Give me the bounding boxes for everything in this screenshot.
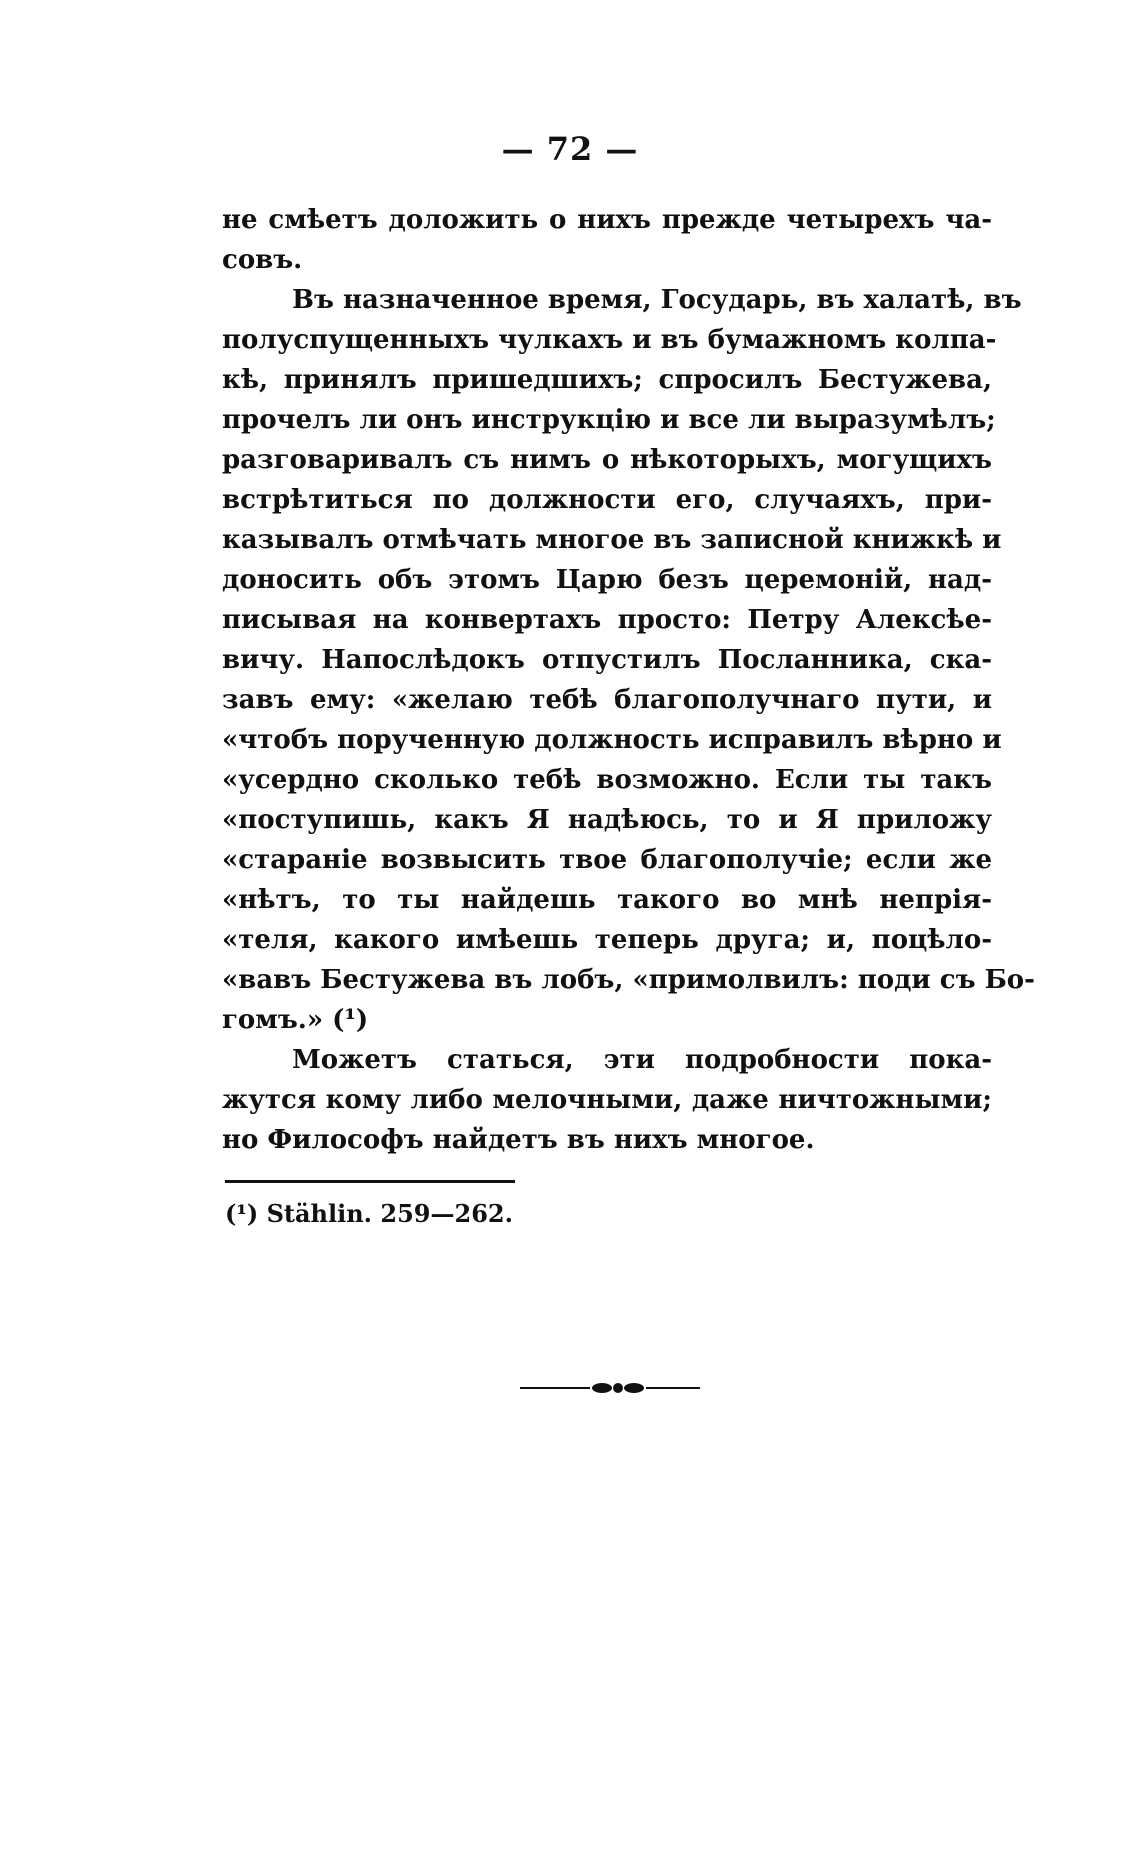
- text-line: «теля, какого имѣешь теперь друга; и, поцѣло-: [222, 925, 992, 955]
- text-line: встрѣтиться по должности его, случаяхъ, при-: [222, 485, 992, 515]
- text-line: «нѣтъ, то ты найдешь такого во мнѣ непрія-: [222, 885, 992, 915]
- text-line: совъ.: [222, 245, 303, 275]
- footnote-divider: [225, 1180, 515, 1183]
- text-line: гомъ.» (¹): [222, 1005, 369, 1035]
- text-line: Въ назначенное время, Государь, въ халатѣ, въ: [292, 285, 1022, 315]
- text-line: «вавъ Бестужева въ лобъ, «примолвилъ: поди съ Бо-: [222, 965, 1035, 995]
- text-line: «чтобъ порученную должность исправилъ вѣрно и: [222, 725, 1002, 755]
- text-line: «поступишь, какъ Я надѣюсь, то и Я приложу: [222, 805, 992, 835]
- text-line: не смѣетъ доложить о нихъ прежде четырехъ ча-: [222, 205, 992, 235]
- text-line: «усердно сколько тебѣ возможно. Если ты такъ: [222, 765, 992, 795]
- footnote: (¹) Stählin. 259—262.: [225, 1199, 513, 1228]
- text-line: прочелъ ли онъ инструкцію и все ли выразумѣлъ;: [222, 405, 996, 435]
- text-line: но Философъ найдетъ въ нихъ многое.: [222, 1125, 815, 1155]
- text-line: жутся кому либо мелочными, даже ничтожными;: [222, 1085, 992, 1115]
- text-line: кѣ, принялъ пришедшихъ; спросилъ Бестужева,: [222, 365, 992, 395]
- text-line: писывая на конвертахъ просто: Петру Алексѣе-: [222, 605, 992, 635]
- text-line: Можетъ статься, эти подробности пока-: [292, 1045, 992, 1075]
- text-line: доносить объ этомъ Царю безъ церемоній, над-: [222, 565, 992, 595]
- page-number: — 72 —: [501, 130, 639, 168]
- text-line: казывалъ отмѣчать многое въ записной книжкѣ и: [222, 525, 1002, 555]
- text-line: «стараніе возвысить твое благополучіе; если же: [222, 845, 992, 875]
- body-text: [222, 200, 1035, 1160]
- text-line: завъ ему: «желаю тебѣ благополучнаго пути, и: [222, 685, 992, 715]
- text-line: вичу. Напослѣдокъ отпустилъ Посланника, ска-: [222, 645, 992, 675]
- ornament-divider-icon: [520, 1378, 700, 1398]
- text-line: разговаривалъ съ нимъ о нѣкоторыхъ, могущихъ: [222, 445, 992, 475]
- text-line: полуспущенныхъ чулкахъ и въ бумажномъ колпа-: [222, 325, 997, 355]
